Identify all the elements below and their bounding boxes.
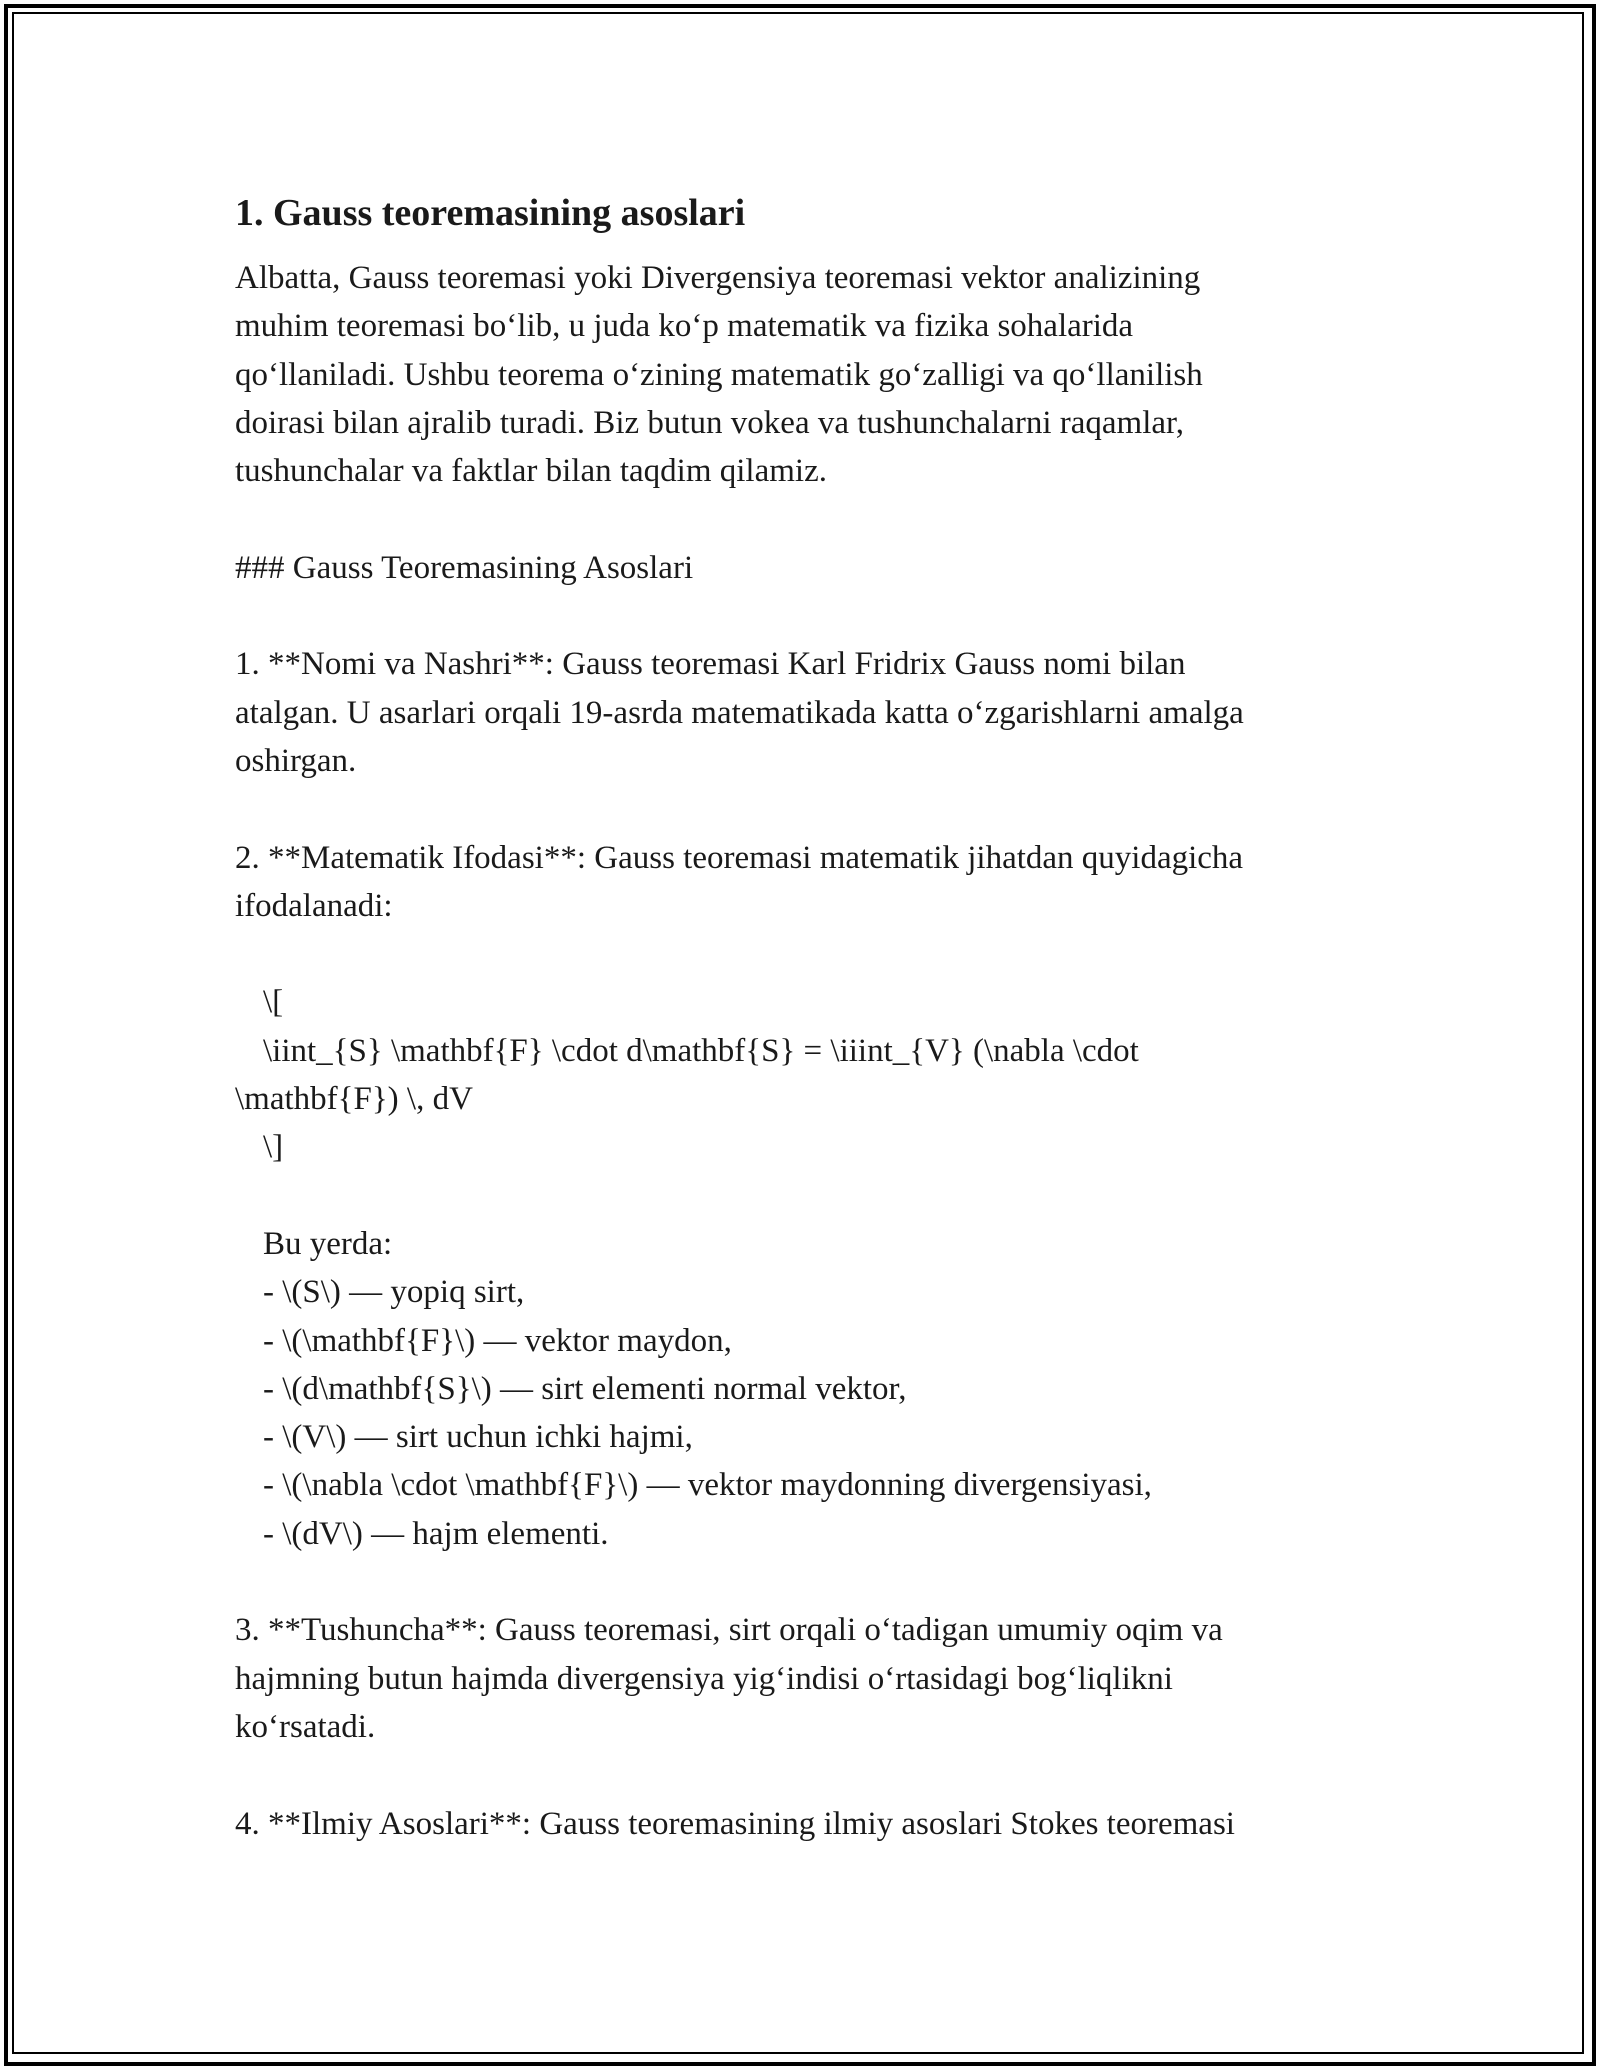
blank-line: [235, 1751, 1415, 1799]
item-4-line: 4. **Ilmiy Asoslari**: Gauss teoremasining ilmiy asoslari Stokes teoremasi: [235, 1805, 1235, 1842]
blank-line: [235, 785, 1415, 833]
definition-item: - \(d\mathbf{S}\) — sirt elementi normal vektor,: [263, 1370, 907, 1407]
item-3-line: hajmning butun hajmda divergensiya yig‘indisi o‘rtasidagi bog‘liqlikni: [235, 1660, 1173, 1697]
section-heading: 1. Gauss teoremasining asoslari: [235, 192, 746, 234]
definition-item: - \(dV\) — hajm elementi.: [263, 1515, 609, 1552]
item-3-line: ko‘rsatadi.: [235, 1708, 376, 1745]
intro-paragraph: [235, 254, 1415, 1848]
definition-item: - \(S\) — yopiq sirt,: [263, 1274, 525, 1311]
blank-line: [235, 495, 1415, 543]
formula-line: \mathbf{F}) \, dV: [235, 1081, 473, 1118]
intro-line: tushunchalar va faktlar bilan taqdim qilamiz.: [235, 453, 827, 490]
blank-line: [235, 1558, 1415, 1606]
item-1-line: oshirgan.: [235, 742, 357, 779]
item-1-line: atalgan. U asarlari orqali 19-asrda matematikada katta o‘zgarishlarni amalga: [235, 694, 1244, 731]
item-3-line: 3. **Tushuncha**: Gauss teoremasi, sirt orqali o‘tadigan umumiy oqim va: [235, 1612, 1223, 1649]
blank-line: [235, 592, 1415, 640]
formula-line: \iint_{S} \mathbf{F} \cdot d\mathbf{S} = \iiint_{V} (\nabla \cdot: [263, 1032, 1139, 1069]
document-body: [235, 186, 1415, 1848]
intro-line: Albatta, Gauss teoremasi yoki Divergensiya teoremasi vektor analizining: [235, 260, 1201, 296]
definition-item: - \(\mathbf{F}\) — vektor maydon,: [263, 1322, 732, 1359]
subheading: ### Gauss Teoremasining Asoslari: [235, 549, 694, 586]
item-1-line: 1. **Nomi va Nashri**: Gauss teoremasi Karl Fridrix Gauss nomi bilan: [235, 646, 1186, 683]
definitions-intro: Bu yerda:: [263, 1225, 393, 1262]
formula-open: \[: [263, 984, 284, 1021]
definition-item: - \(\nabla \cdot \mathbf{F}\) — vektor maydonning divergensiyasi,: [263, 1467, 1152, 1504]
blank-line: [235, 930, 1415, 978]
item-2-line: ifodalanadi:: [235, 887, 393, 924]
intro-line: muhim teoremasi bo‘lib, u juda ko‘p matematik va fizika sohalarida: [235, 308, 1134, 345]
formula-close: \]: [263, 1129, 284, 1166]
definition-item: - \(V\) — sirt uchun ichki hajmi,: [263, 1419, 693, 1456]
intro-line: doirasi bilan ajralib turadi. Biz butun vokea va tushunchalarni raqamlar,: [235, 404, 1184, 441]
blank-line: [235, 1172, 1415, 1220]
intro-line: qo‘llaniladi. Ushbu teorema o‘zining matematik go‘zalligi va qo‘llanilish: [235, 356, 1203, 393]
item-2-line: 2. **Matematik Ifodasi**: Gauss teoremasi matematik jihatdan quyidagicha: [235, 839, 1244, 876]
